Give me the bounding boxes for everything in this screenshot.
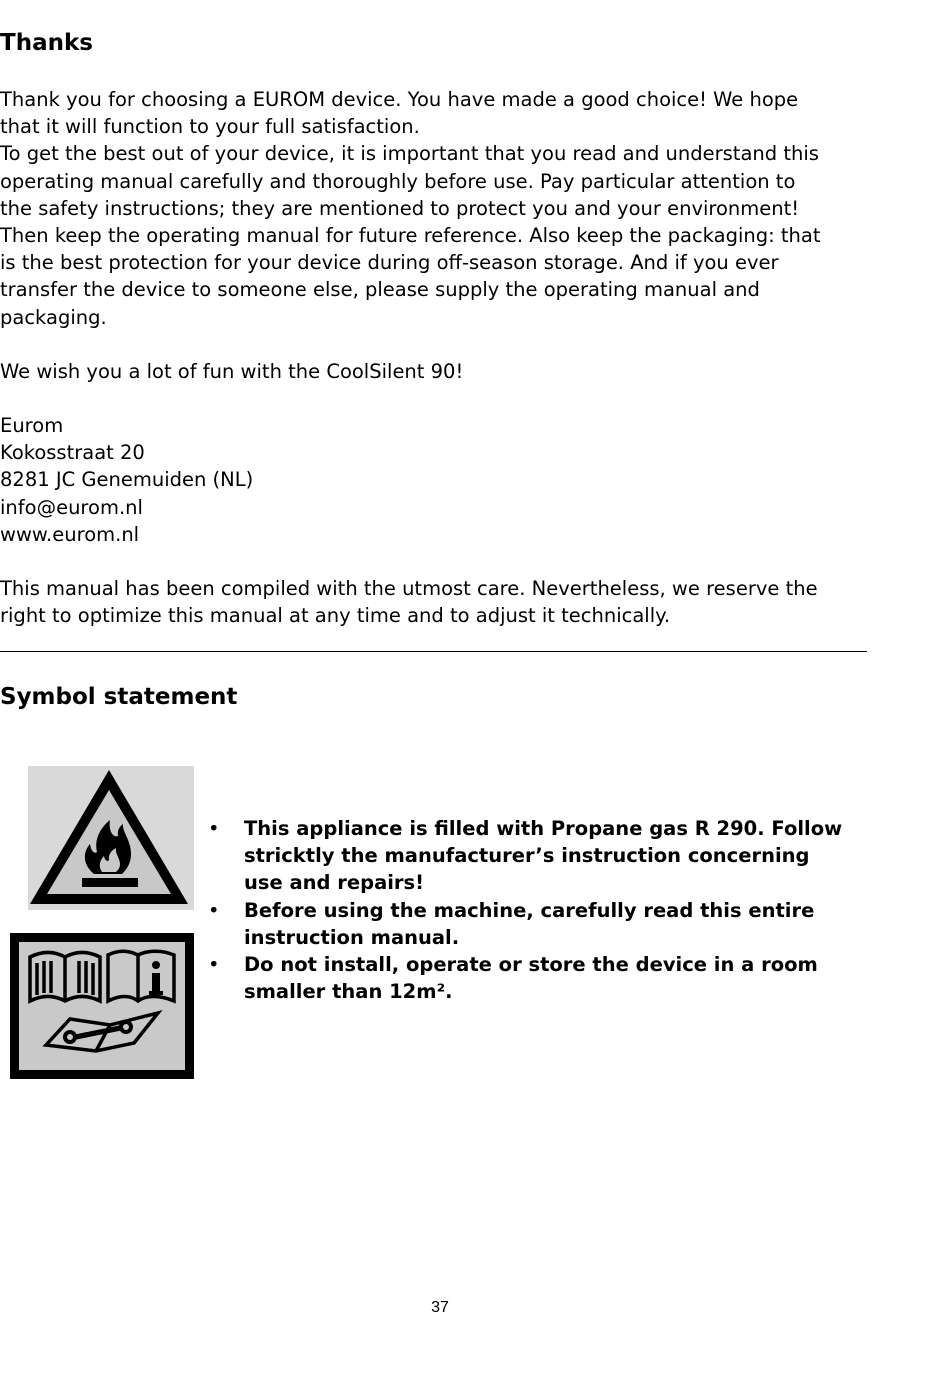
bullet-line: stricktly the manufacturer’s instruction concerning xyxy=(244,844,810,868)
bullet-line: Before using the machine, carefully read this entire xyxy=(244,898,815,922)
street-address: Kokosstraat 20 xyxy=(0,441,145,465)
thanks-heading: Thanks xyxy=(0,30,93,56)
intro-paragraph xyxy=(0,86,905,331)
symbol-statement-heading: Symbol statement xyxy=(0,684,238,710)
disclaimer-line: right to optimize this manual at any time and to adjust it technically. xyxy=(0,604,671,628)
intro-line: the safety instructions; they are mentioned to protect you and your environment! xyxy=(0,196,800,220)
intro-line: To get the best out of your device, it is important that you read and understand this xyxy=(0,142,819,166)
intro-line: packaging. xyxy=(0,305,107,329)
symbol-bullet-list xyxy=(200,815,900,1005)
bullet-item xyxy=(200,897,900,951)
company-address xyxy=(0,412,253,548)
bullet-line: use and repairs! xyxy=(244,871,425,895)
website-address: www.eurom.nl xyxy=(0,522,140,546)
bullet-item xyxy=(200,951,900,1005)
intro-line: operating manual carefully and thoroughly before use. Pay particular attention to xyxy=(0,169,796,193)
email-address: info@eurom.nl xyxy=(0,495,143,519)
bullet-item xyxy=(200,815,900,897)
section-divider xyxy=(0,651,867,652)
bullet-line: This appliance is filled with Propane gas R 290. Follow xyxy=(244,817,843,840)
disclaimer-paragraph xyxy=(0,575,905,629)
wish-text: We wish you a lot of fun with the CoolSilent 90! xyxy=(0,360,464,383)
page-number: 37 xyxy=(431,1299,449,1316)
intro-line: is the best protection for your device during off-season storage. And if you ever xyxy=(0,251,779,275)
read-manual-icon xyxy=(10,933,194,1079)
disclaimer-line: This manual has been compiled with the utmost care. Nevertheless, we reserve the xyxy=(0,577,818,600)
bullet-line: smaller than 12m². xyxy=(244,980,453,1004)
bullet-glyph: • xyxy=(208,953,220,977)
intro-line: that it will function to your full satisfaction. xyxy=(0,115,420,139)
bullet-glyph: • xyxy=(208,898,220,922)
intro-line: transfer the device to someone else, please supply the operating manual and xyxy=(0,278,760,302)
bullet-glyph: • xyxy=(208,817,220,840)
flammable-warning-icon xyxy=(28,766,194,910)
bullet-line: instruction manual. xyxy=(244,925,460,949)
company-name: Eurom xyxy=(0,414,64,437)
intro-line: Thank you for choosing a EUROM device. You have made a good choice! We hope xyxy=(0,88,799,111)
intro-line: Then keep the operating manual for future reference. Also keep the packaging: that xyxy=(0,224,821,248)
city-address: 8281 JC Genemuiden (NL) xyxy=(0,468,254,492)
bullet-line: Do not install, operate or store the device in a room xyxy=(244,953,818,977)
